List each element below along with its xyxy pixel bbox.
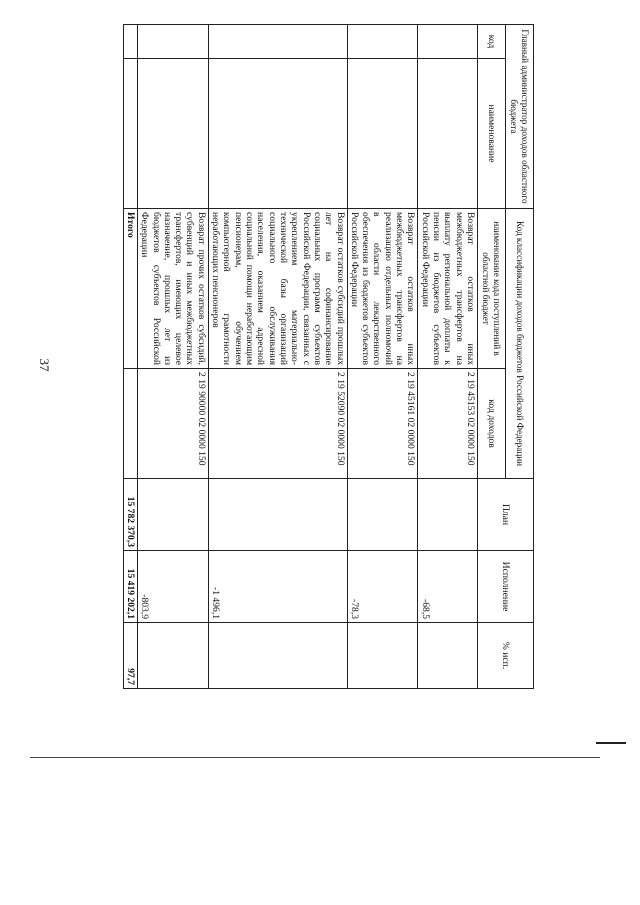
table-row xyxy=(137,25,208,689)
plan-cell xyxy=(137,479,208,551)
execution-cell: -803,9 xyxy=(137,551,208,623)
admin-group-header: Главный администратор доходов областного бюджета xyxy=(506,25,534,209)
plan-cell xyxy=(418,479,478,551)
admin-name-header: наименование xyxy=(478,59,506,209)
income-name-cell: Возврат прочих остатков субсидий, субвенций и иных межбюджетных трансфертов, имеющих целевое назначение, прошлых лет из бюджетов субъектов Российской Федерации xyxy=(137,209,208,369)
income-code-cell: 2 19 90000 02 0000 150 xyxy=(137,369,208,479)
classification-group-header: Код классификации доходов бюджетов Российской Федерации xyxy=(506,209,534,479)
income-code-cell xyxy=(123,369,137,479)
income-name-cell: Возврат остатков субсидий прошлых лет на софинансирование социальных программ субъектов Российской Федерации, связанных с укреплением материально-технической базы организаций социального обслуживания населения, оказанием адресной социальной помощи неработающим пенсионерам, обучением компьютерной грамотности неработающих пенсионеров xyxy=(208,209,347,369)
separator-line-bold xyxy=(596,742,626,744)
income-name-header: наименование кода поступлений в областной бюджет xyxy=(478,209,506,369)
percent-cell xyxy=(208,623,347,689)
percent-cell xyxy=(347,623,418,689)
income-code-cell: 2 19 45161 02 0000 150 xyxy=(347,369,418,479)
admin-code-cell xyxy=(208,25,347,59)
total-execution: 15 419 202,1 xyxy=(123,551,137,623)
admin-name-cell xyxy=(418,59,478,209)
income-code-cell: 2 19 45153 02 0000 150 xyxy=(418,369,478,479)
percent-cell xyxy=(418,623,478,689)
total-row xyxy=(123,25,137,689)
admin-code-cell xyxy=(137,25,208,59)
execution-cell: -68,5 xyxy=(418,551,478,623)
execution-header: Исполнение xyxy=(478,551,534,623)
admin-code-header: код xyxy=(478,25,506,59)
table-row xyxy=(208,25,347,689)
table-row xyxy=(347,25,418,689)
admin-name-cell xyxy=(123,59,137,209)
income-name-cell: Возврат остатков иных межбюджетных трансфертов на выплату региональной доплаты к пенсии из бюджетов субъектов Российской Федерации xyxy=(418,209,478,369)
total-percent: 97,7 xyxy=(123,623,137,689)
rotated-table-container xyxy=(94,24,534,688)
total-plan: 15 782 370,3 xyxy=(123,479,137,551)
plan-header: План xyxy=(478,479,534,551)
admin-code-cell xyxy=(347,25,418,59)
admin-name-cell xyxy=(208,59,347,209)
separator-line xyxy=(30,757,600,758)
total-label: Итого xyxy=(123,209,137,369)
income-code-header: код доходов xyxy=(478,369,506,479)
plan-cell xyxy=(347,479,418,551)
percent-cell xyxy=(137,623,208,689)
income-name-cell: Возврат остатков иных межбюджетных трансфертов на реализацию отдельных полномочий в области лекарственного обеспечения из бюджетов субъектов Российской Федерации xyxy=(347,209,418,369)
plan-cell xyxy=(208,479,347,551)
admin-name-cell xyxy=(137,59,208,209)
admin-code-cell xyxy=(418,25,478,59)
admin-code-cell xyxy=(123,25,137,59)
income-code-cell: 2 19 52090 02 0000 150 xyxy=(208,369,347,479)
execution-cell: -1 496,1 xyxy=(208,551,347,623)
admin-name-cell xyxy=(347,59,418,209)
income-table xyxy=(123,24,534,689)
page-number: 37 xyxy=(37,358,52,372)
execution-cell: -78,3 xyxy=(347,551,418,623)
table-row xyxy=(418,25,478,689)
percent-header: % исп. xyxy=(478,623,534,689)
